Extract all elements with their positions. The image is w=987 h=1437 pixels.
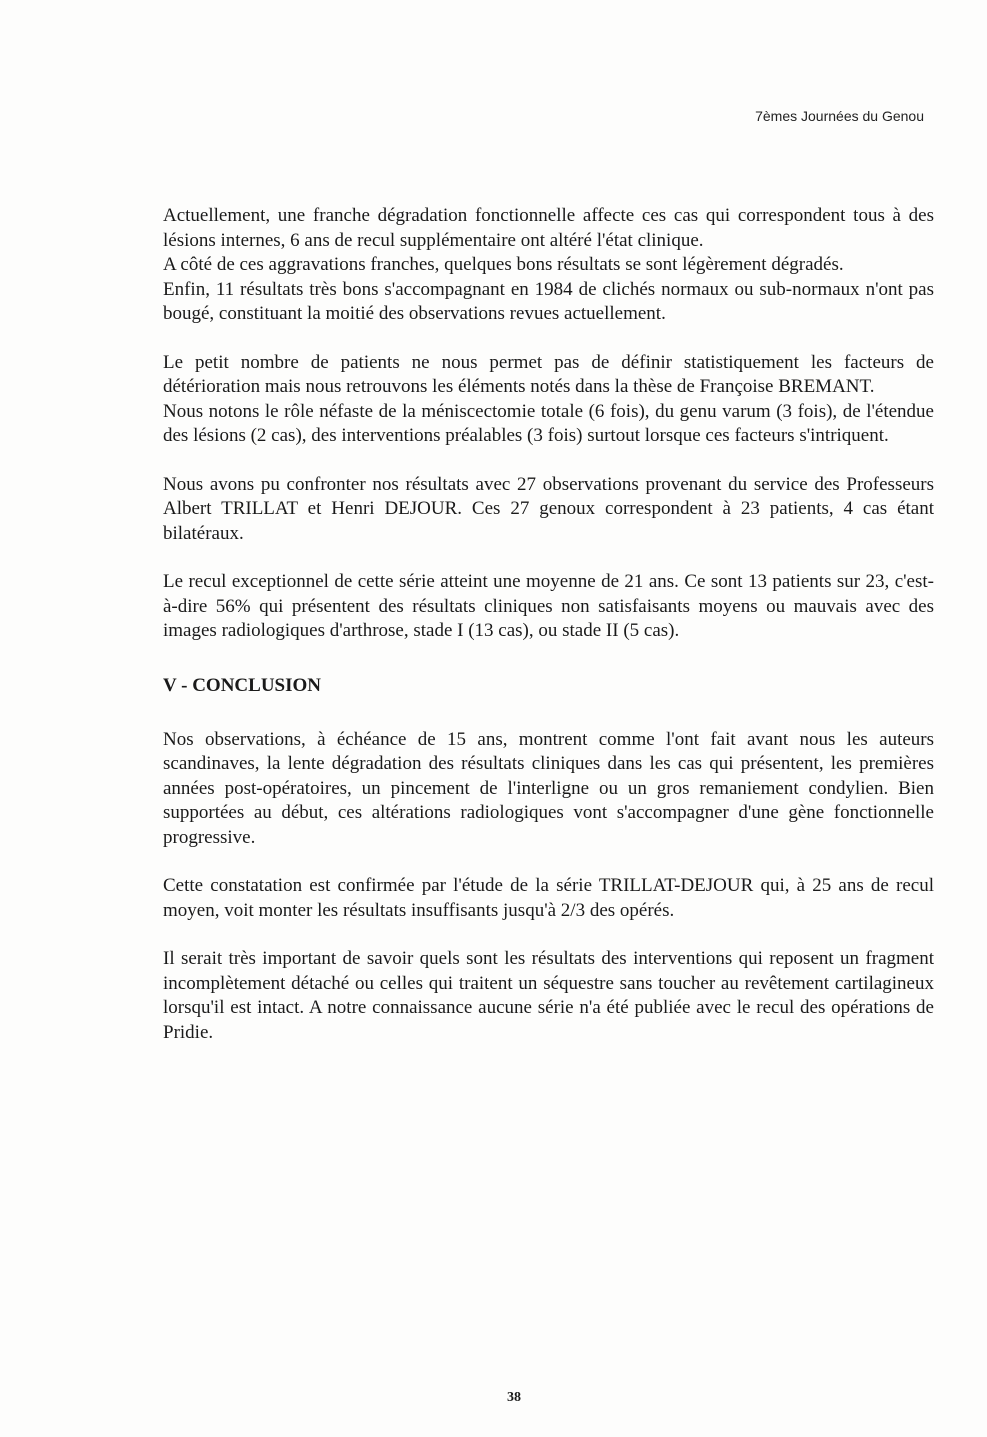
page-number: 38	[507, 1390, 521, 1405]
conclusion-paragraph: Il serait très important de savoir quels sont les résultats des interventions qui reposent un fragment incomplètement détaché ou celles qui traitent un séquestre sans toucher au revêtement cartilagineux lorsqu'il est intact. A notre connaissance aucune série n'a été publiée avec le recul des opérations de Pridie.	[163, 948, 934, 1043]
paragraph: Enfin, 11 résultats très bons s'accompagnant en 1984 de clichés normaux ou sub-normaux n'ont pas bougé, constituant la moitié des observations revues actuellement.	[163, 278, 934, 324]
body-text	[163, 204, 934, 1045]
paragraph: Le petit nombre de patients ne nous permet pas de définir statistiquement les facteurs de détérioration mais nous retrouvons les éléments notés dans la thèse de Françoise BREMANT.	[163, 351, 934, 397]
heading-gap	[163, 698, 934, 728]
paragraph-gap	[163, 850, 934, 874]
paragraph: Nous notons le rôle néfaste de la méniscectomie totale (6 fois), du genu varum (3 fois), de l'étendue des lésions (2 cas), des interventions préalables (3 fois) surtout lorsque ces facteurs s'intriquent.	[163, 400, 934, 446]
conclusion-paragraph: Cette constatation est confirmée par l'étude de la série TRILLAT-DEJOUR qui, à 25 ans de recul moyen, voit monter les résultats insuffisants jusqu'à 2/3 des opérés.	[163, 875, 934, 921]
paragraph-gap	[163, 923, 934, 947]
section-heading: V - CONCLUSION	[163, 674, 322, 696]
paragraph: Actuellement, une franche dégradation fonctionnelle affecte ces cas qui correspondent tous à des lésions internes, 6 ans de recul supplémentaire ont altéré l'état clinique.	[163, 205, 934, 251]
conclusion-paragraph: Nos observations, à échéance de 15 ans, montrent comme l'ont fait avant nous les auteurs scandinaves, la lente dégradation des résultats cliniques dans les cas qui présentent, les premières années post-opératoires, un pincement de l'interligne ou un gros remaniement condylien. Bien supportées au début, ces altérations radiologiques vont s'accompagner d'une gène fonctionnelle progressive.	[163, 728, 934, 848]
paragraph-gap	[163, 449, 934, 473]
running-header: 7èmes Journées du Genou	[755, 108, 924, 124]
paragraph: A côté de ces aggravations franches, quelques bons résultats se sont légèrement dégradés.	[163, 254, 844, 275]
paragraph: Le recul exceptionnel de cette série atteint une moyenne de 21 ans. Ce sont 13 patients sur 23, c'est-à-dire 56% qui présentent des résultats cliniques non satisfaisants moyens ou mauvais avec des images radiologiques d'arthrose, stade I (13 cas), ou stade II (5 cas).	[163, 571, 934, 641]
paragraph-gap	[163, 546, 934, 570]
paragraph: Nous avons pu confronter nos résultats avec 27 observations provenant du service des Professeurs Albert TRILLAT et Henri DEJOUR. Ces 27 genoux correspondent à 23 patients, 4 cas étant bilatéraux.	[163, 473, 934, 544]
paragraph-gap	[163, 327, 934, 351]
